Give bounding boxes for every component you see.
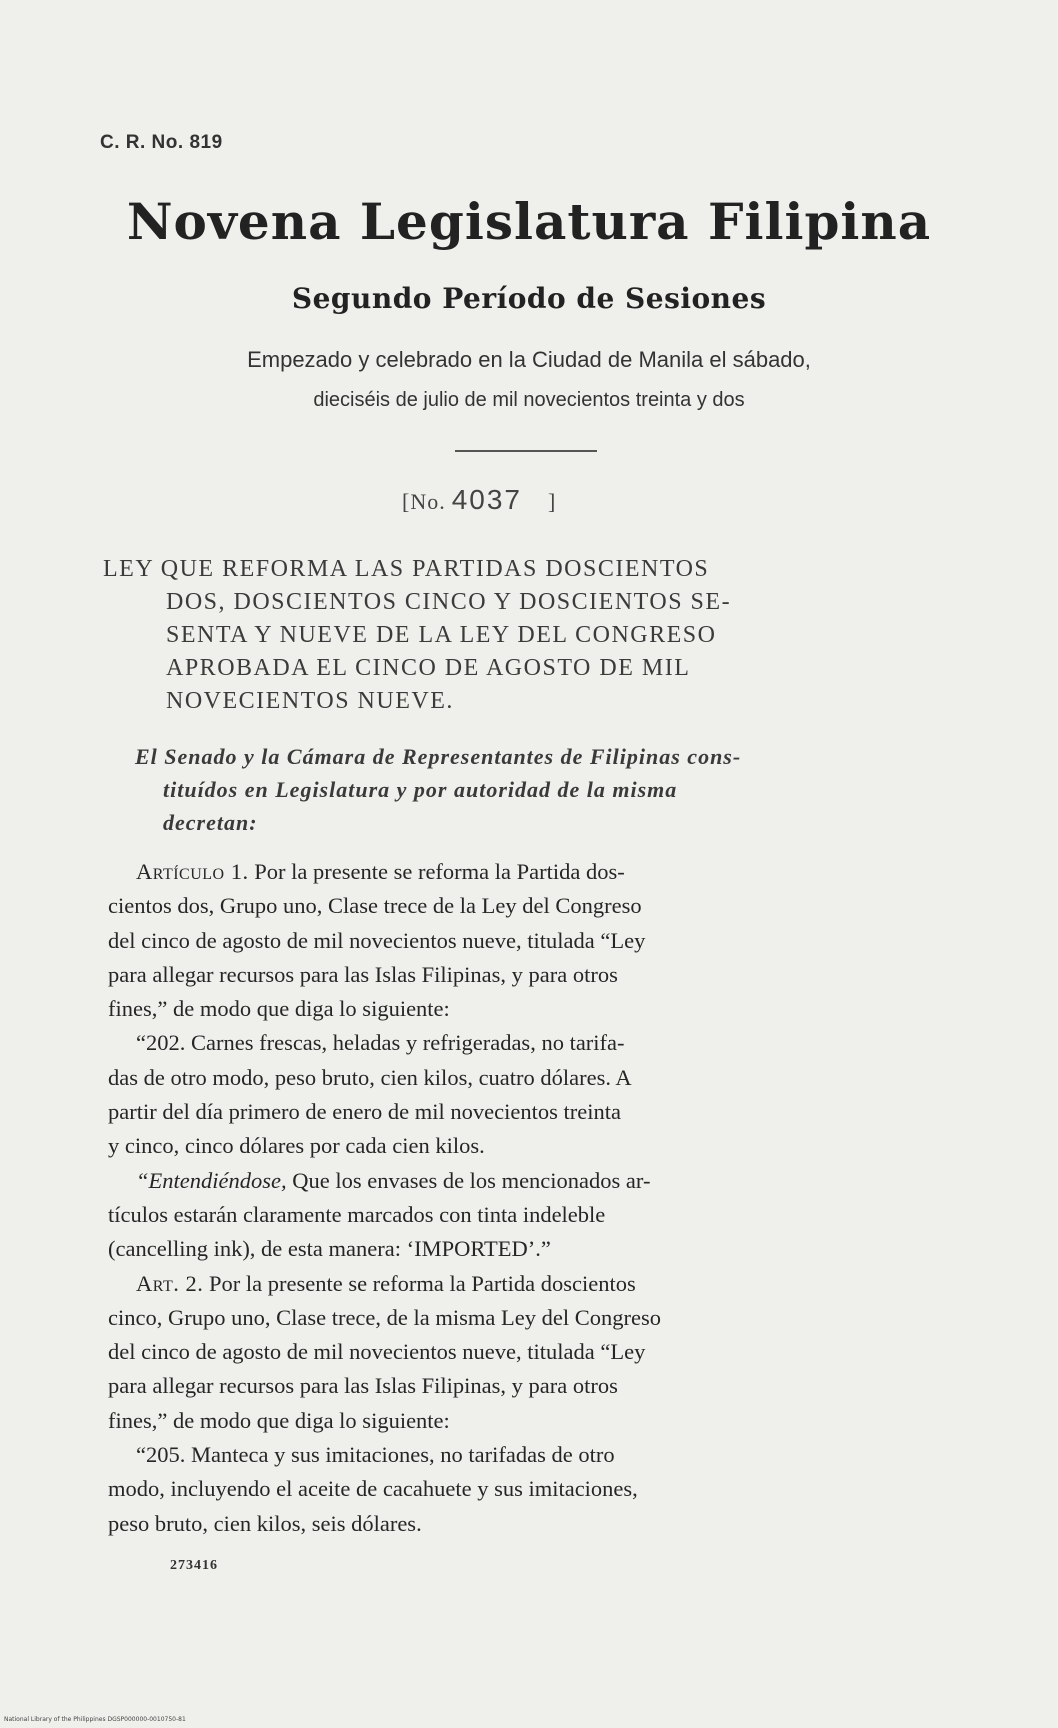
article-2-line: Art. 2. Por la presente se reforma la Partida doscientos xyxy=(136,1270,636,1296)
bill-number-value: 4037 xyxy=(451,484,523,515)
bill-number-suffix: ] xyxy=(548,489,557,514)
proviso-line: tículos estarán claramente marcados con tinta indeleble xyxy=(108,1201,606,1227)
article-2-line: del cinco de agosto de mil novecientos nueve, titulada “Ley xyxy=(108,1339,646,1365)
enacting-line: decretan: xyxy=(163,810,258,835)
article-1-label: Artículo 1. xyxy=(136,859,249,884)
law-title-line: SENTA Y NUEVE DE LA LEY DEL CONGRESO xyxy=(166,622,717,648)
archive-stamp: National Library of the Philippines DGSP000000-0010750-81 xyxy=(4,1716,186,1723)
document-body xyxy=(108,855,942,1541)
bill-number xyxy=(402,484,556,516)
article-1-line: cientos dos, Grupo uno, Clase trece de la Ley del Congreso xyxy=(108,893,642,919)
reference-number: C. R. No. 819 xyxy=(100,132,223,153)
item-205-line: modo, incluyendo el aceite de cacahuete y sus imitaciones, xyxy=(108,1476,638,1502)
item-202-line: “202. Carnes frescas, heladas y refrigeradas, no tarifa- xyxy=(136,1030,625,1056)
item-202-line: partir del día primero de enero de mil novecientos treinta xyxy=(108,1099,621,1125)
article-2-line: cinco, Grupo uno, Clase trece, de la misma Ley del Congreso xyxy=(108,1304,661,1330)
proviso-line: (cancelling ink), de esta manera: ‘IMPORTED’.” xyxy=(108,1236,551,1262)
law-title-line: APROBADA EL CINCO DE AGOSTO DE MIL xyxy=(166,655,691,681)
session-subtitle: Segundo Período de Sesiones xyxy=(291,282,767,315)
item-202-line: das de otro modo, peso bruto, cien kilos, cuatro dólares. A xyxy=(108,1064,632,1090)
law-title-line: DOS, DOSCIENTOS CINCO Y DOSCIENTOS SE- xyxy=(166,589,732,615)
proviso-line: “Entendiéndose, Que los envases de los mencionados ar- xyxy=(136,1167,651,1193)
session-start-line-2: dieciséis de julio de mil novecientos treinta y dos xyxy=(313,389,745,411)
law-title-line: NOVECIENTOS NUEVE. xyxy=(166,688,454,714)
article-2-line: para allegar recursos para las Islas Filipinas, y para otros xyxy=(108,1373,618,1399)
article-2-label: Art. 2. xyxy=(136,1270,204,1296)
law-title xyxy=(103,553,943,718)
item-205-line: peso bruto, cien kilos, seis dólares. xyxy=(108,1510,422,1536)
enacting-line: El Senado y la Cámara de Representantes de Filipinas cons- xyxy=(135,744,742,769)
article-1-line: fines,” de modo que diga lo siguiente: xyxy=(108,996,450,1022)
article-1-line: Artículo 1. Por la presente se reforma la Partida dos- xyxy=(136,859,625,884)
item-202-line: y cinco, cinco dólares por cada cien kilos. xyxy=(108,1133,485,1159)
enacting-line: tituídos en Legislatura y por autoridad de la misma xyxy=(163,777,678,802)
bill-number-prefix: [No. xyxy=(402,489,446,514)
law-title-line: LEY QUE REFORMA LAS PARTIDAS DOSCIENTOS xyxy=(103,556,710,582)
printer-number: 273416 xyxy=(170,1558,218,1573)
article-1-line: del cinco de agosto de mil novecientos nueve, titulada “Ley xyxy=(108,927,646,953)
article-2-line: fines,” de modo que diga lo siguiente: xyxy=(108,1407,450,1433)
article-1-line: para allegar recursos para las Islas Filipinas, y para otros xyxy=(108,961,618,987)
session-start-line-1: Empezado y celebrado en la Ciudad de Manila el sábado, xyxy=(247,347,811,372)
enacting-clause xyxy=(135,740,943,839)
item-205-line: “205. Manteca y sus imitaciones, no tarifadas de otro xyxy=(136,1442,615,1468)
proviso-label: “Entendiéndose, xyxy=(136,1167,287,1193)
legislature-title: Novena Legislatura Filipina xyxy=(126,192,932,251)
divider-rule xyxy=(455,450,597,452)
